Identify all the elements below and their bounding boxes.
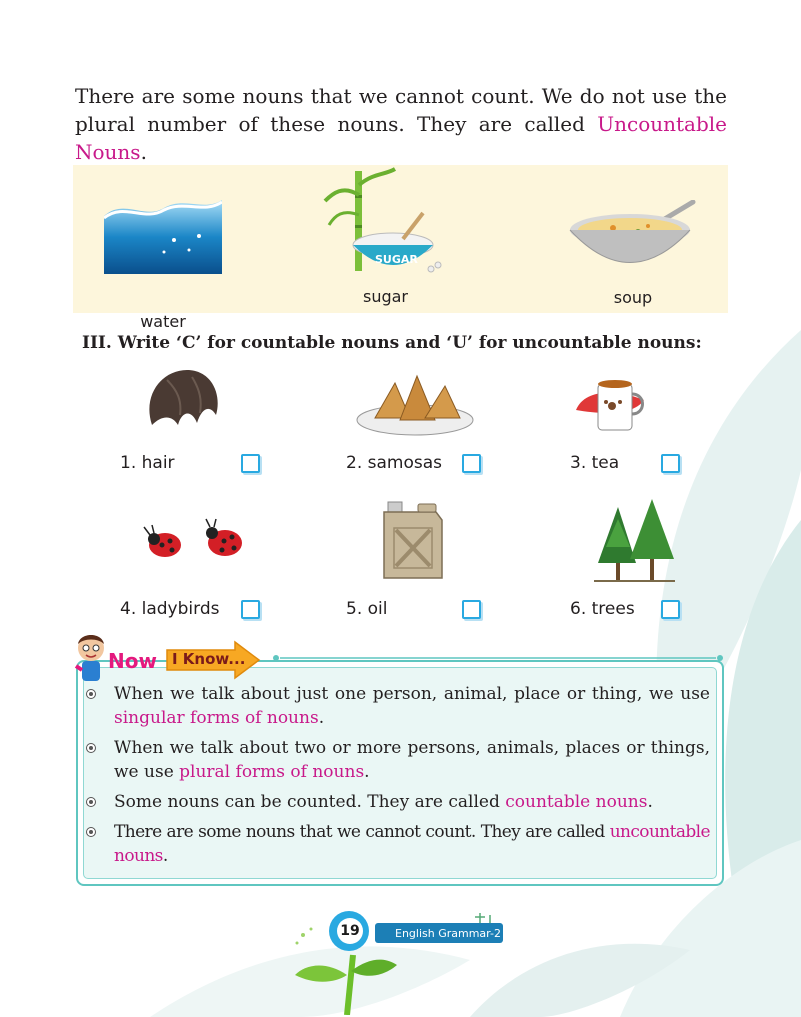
panel-top-rule: [270, 652, 730, 664]
exercise-title: III. Write ‘C’ for countable nouns and ‘U’ for uncountable nouns:: [82, 333, 702, 353]
item-label-tea: 3. tea: [570, 453, 620, 473]
example-water: [103, 190, 223, 340]
point-highlight: countable nouns: [505, 792, 648, 812]
list-item: [80, 790, 710, 814]
answer-box-samosas[interactable]: [462, 454, 481, 473]
answer-box-hair[interactable]: [241, 454, 260, 473]
point-end: .: [364, 762, 370, 782]
item-label-samosas: 2. samosas: [346, 453, 442, 473]
example-caption-sugar: sugar: [362, 287, 408, 306]
list-item: [80, 736, 710, 784]
soup-bowl-icon: [568, 200, 698, 280]
point-end: .: [162, 846, 168, 866]
oil-can-icon: [380, 500, 445, 582]
point-highlight: plural forms of nouns: [179, 762, 365, 782]
samosa-plate-icon: [357, 376, 473, 435]
intro-period: .: [140, 140, 147, 164]
banner-iknow-text: I Know...: [172, 650, 246, 668]
answer-box-oil[interactable]: [462, 600, 481, 619]
bullet-icon: [86, 743, 96, 753]
bullet-icon: [86, 689, 96, 699]
sugar-bowl-icon: [323, 165, 448, 280]
intro-text: There are some nouns that we cannot count. We do not use the plural number of these nouns. They are called: [75, 84, 727, 136]
answer-box-ladybirds[interactable]: [241, 600, 260, 619]
example-caption-soup: soup: [613, 288, 653, 307]
point-end: .: [318, 708, 325, 728]
point-end: .: [647, 792, 653, 812]
list-item: [80, 682, 710, 730]
page-number: 19: [337, 918, 363, 944]
example-sugar: [323, 165, 448, 315]
point-highlight: singular forms of nouns: [114, 708, 319, 728]
point-text: There are some nouns that we cannot count. They are called: [114, 822, 610, 842]
point-text: When we talk about two or more persons, animals, places or things, we use: [114, 738, 710, 782]
bullet-icon: [86, 797, 96, 807]
water-wave-icon: [104, 190, 222, 274]
book-title: English Grammar-2: [395, 927, 501, 940]
tea-mug-icon: [574, 370, 654, 440]
trees-icon: [592, 497, 677, 587]
point-highlight: uncountable nouns: [114, 822, 710, 866]
answer-box-tea[interactable]: [661, 454, 680, 473]
list-item: [80, 820, 710, 868]
banner-now-text: Now: [108, 649, 157, 673]
hair-icon: [142, 365, 222, 430]
example-caption-water: water: [140, 312, 186, 331]
boy-mascot-icon: [72, 630, 110, 688]
item-label-trees: 6. trees: [570, 599, 635, 619]
item-label-hair: 1. hair: [120, 453, 175, 473]
now-i-know-list: [80, 682, 710, 874]
ladybird-icon: [140, 515, 255, 565]
item-label-ladybirds: 4. ladybirds: [120, 599, 220, 619]
footer-plant-decoration: [285, 905, 510, 1015]
bullet-icon: [86, 827, 96, 837]
answer-box-trees[interactable]: [661, 600, 680, 619]
point-text: When we talk about just one person, animal, place or thing, we use: [114, 684, 710, 704]
item-label-oil: 5. oil: [346, 599, 388, 619]
example-band: [73, 165, 728, 331]
svg-text:SUGAR: SUGAR: [375, 253, 418, 266]
point-text: Some nouns can be counted. They are called: [114, 792, 506, 812]
uncountable-nouns-highlight: Uncountable Nouns: [75, 112, 727, 164]
example-soup: [568, 200, 698, 350]
